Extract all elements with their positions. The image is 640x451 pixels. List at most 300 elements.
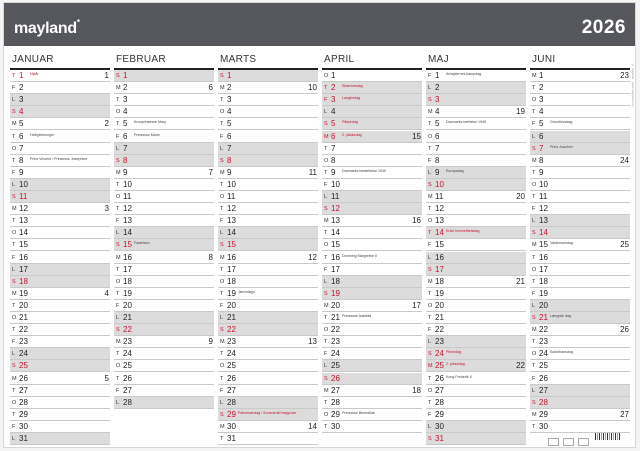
day-row	[426, 239, 526, 251]
week-number: 17	[412, 300, 421, 310]
weekday-letter: T	[116, 97, 120, 104]
day-row	[114, 385, 214, 397]
weekday-letter: F	[324, 266, 328, 273]
day-row	[218, 324, 318, 336]
day-row	[426, 397, 526, 409]
day-number: 15	[123, 240, 132, 250]
day-row	[218, 312, 318, 324]
day-number: 21	[539, 313, 548, 322]
day-number: 22	[123, 325, 132, 335]
side-imprint: © mayland · www.mayland.com	[631, 63, 635, 107]
day-row	[114, 239, 214, 251]
weekday-letter: F	[220, 218, 224, 225]
day-number: 12	[331, 204, 340, 214]
weekday-letter: S	[532, 145, 536, 152]
day-number: 13	[227, 216, 236, 226]
day-number: 27	[227, 385, 236, 395]
day-row	[530, 348, 630, 360]
weekday-letter: S	[220, 242, 224, 249]
day-row	[114, 227, 214, 239]
day-number: 18	[435, 276, 444, 286]
day-row	[530, 118, 630, 130]
holiday-label: Pinsedag	[446, 350, 461, 355]
day-row	[218, 360, 318, 372]
day-number: 20	[435, 300, 444, 310]
weekday-letter: O	[532, 351, 537, 358]
weekday-letter: L	[116, 230, 120, 237]
weekday-letter: L	[428, 85, 432, 92]
day-number: 26	[331, 373, 340, 383]
weekday-letter: M	[324, 387, 329, 394]
weekday-letter: O	[324, 73, 329, 79]
weekday-letter: T	[324, 230, 328, 237]
day-number: 11	[227, 192, 236, 201]
day-number: 9	[123, 167, 128, 177]
day-number: 24	[435, 349, 444, 359]
week-number: 13	[308, 337, 317, 347]
day-number: 16	[19, 252, 28, 262]
day-number: 13	[19, 216, 28, 226]
weekday-letter: M	[220, 254, 225, 261]
weekday-letter: S	[116, 73, 120, 79]
holiday-label: Prinsesse Marie	[134, 132, 160, 137]
day-number: 7	[227, 143, 232, 153]
day-row	[322, 215, 422, 227]
weekday-letter: S	[532, 230, 536, 237]
day-row	[114, 215, 214, 227]
day-row	[322, 143, 422, 155]
weekday-letter: L	[428, 254, 432, 261]
weekday-letter: L	[532, 218, 536, 225]
month-name: JANUAR	[12, 54, 54, 65]
day-row	[10, 118, 110, 130]
weekday-letter: O	[116, 109, 121, 116]
weekday-letter: F	[12, 169, 16, 176]
day-row	[218, 421, 318, 433]
day-number: 30	[435, 421, 444, 431]
day-number: 15	[227, 240, 236, 250]
day-number: 16	[539, 252, 548, 262]
weekday-letter: T	[324, 339, 328, 346]
day-number: 8	[227, 155, 232, 165]
day-row	[426, 385, 526, 397]
day-number: 6	[227, 131, 232, 141]
day-number: 22	[331, 325, 340, 335]
day-number: 1	[539, 71, 544, 80]
day-number: 29	[19, 409, 28, 419]
day-row	[218, 373, 318, 385]
day-row	[426, 179, 526, 191]
footer-marks	[548, 433, 593, 451]
weekday-letter: M	[12, 375, 17, 382]
day-number: 9	[227, 167, 232, 177]
holiday-label: Skærtorsdag	[342, 84, 363, 89]
weekday-letter: F	[428, 157, 432, 164]
day-number: 25	[19, 361, 28, 371]
weekday-letter: S	[428, 181, 432, 188]
day-row	[218, 252, 318, 264]
day-number: 28	[123, 397, 132, 407]
day-number: 23	[331, 337, 340, 347]
day-number: 28	[435, 397, 444, 407]
day-row	[322, 167, 422, 179]
weekday-letter: L	[428, 423, 432, 430]
weekday-letter: O	[532, 97, 537, 104]
day-row	[218, 239, 318, 251]
day-number: 7	[123, 143, 128, 153]
day-row	[114, 397, 214, 409]
day-number: 9	[435, 167, 440, 177]
weekday-letter: T	[12, 411, 16, 418]
day-row	[114, 106, 214, 118]
day-row	[114, 336, 214, 348]
weekday-letter: L	[116, 145, 120, 152]
weekday-letter: M	[532, 157, 537, 164]
day-row	[530, 70, 630, 82]
day-row	[10, 336, 110, 348]
day-row	[426, 276, 526, 288]
weekday-letter: F	[12, 254, 16, 261]
week-number: 3	[104, 204, 109, 214]
weekday-letter: F	[532, 206, 536, 213]
weekday-letter: L	[12, 436, 16, 442]
day-number: 25	[123, 361, 132, 371]
weekday-letter: M	[324, 133, 329, 140]
day-number: 5	[19, 119, 24, 129]
day-row	[322, 348, 422, 360]
week-number: 11	[308, 167, 317, 177]
day-row	[114, 373, 214, 385]
day-number: 17	[331, 264, 340, 274]
day-row	[218, 336, 318, 348]
day-row	[218, 227, 318, 239]
weekday-letter: S	[116, 157, 120, 164]
day-row	[218, 82, 318, 94]
day-row	[530, 155, 630, 167]
day-number: 14	[331, 228, 340, 238]
day-number: 8	[19, 155, 24, 165]
day-row	[530, 191, 630, 203]
weekday-letter: O	[12, 145, 17, 152]
day-row	[530, 203, 630, 215]
weekday-letter: T	[324, 399, 328, 406]
weekday-letter: O	[220, 194, 225, 200]
week-number: 12	[308, 252, 317, 262]
day-number: 4	[123, 107, 128, 117]
day-number: 7	[539, 143, 544, 153]
weekday-letter: T	[12, 327, 16, 334]
day-number: 14	[19, 228, 28, 238]
day-row	[218, 276, 318, 288]
day-number: 15	[19, 240, 28, 250]
day-number: 3	[539, 95, 544, 105]
day-row	[114, 276, 214, 288]
day-row	[426, 215, 526, 227]
weekday-letter: O	[428, 387, 433, 394]
day-number: 25	[435, 361, 444, 371]
day-row	[10, 373, 110, 385]
weekday-letter: S	[428, 351, 432, 358]
day-row	[322, 397, 422, 409]
weekday-letter: O	[220, 278, 225, 285]
day-number: 2	[123, 83, 128, 93]
day-row	[530, 276, 630, 288]
weekday-letter: L	[116, 315, 120, 321]
weekday-letter: T	[116, 375, 120, 382]
day-number: 20	[227, 300, 236, 310]
weekday-letter: O	[12, 230, 17, 237]
weekday-letter: O	[12, 315, 17, 321]
weekday-letter: O	[324, 157, 329, 164]
holiday-label: Kristi himmelfartsdag	[446, 229, 480, 234]
day-row	[114, 143, 214, 155]
weekday-letter: T	[220, 436, 224, 442]
day-number: 9	[539, 167, 544, 177]
day-row	[322, 70, 422, 82]
day-number: 18	[331, 276, 340, 286]
day-row	[530, 179, 630, 191]
day-number: 20	[331, 300, 340, 310]
day-number: 17	[123, 264, 132, 274]
weekday-letter: M	[116, 169, 121, 176]
day-row	[322, 385, 422, 397]
day-row	[218, 264, 318, 276]
day-number: 2	[435, 83, 440, 93]
day-number: 17	[19, 264, 28, 274]
day-number: 6	[123, 131, 128, 141]
day-row	[218, 215, 318, 227]
weekday-letter: T	[12, 218, 16, 225]
recycle-mark-icon	[563, 438, 574, 446]
weekday-letter: S	[324, 206, 328, 213]
week-number: 4	[104, 288, 109, 298]
weekday-letter: F	[116, 387, 120, 394]
day-number: 27	[539, 385, 548, 395]
day-row	[426, 118, 526, 130]
day-row	[322, 276, 422, 288]
day-row	[218, 191, 318, 203]
day-number: 8	[123, 155, 128, 165]
day-row	[10, 239, 110, 251]
day-row	[322, 203, 422, 215]
day-row	[426, 421, 526, 433]
holiday-label: Nytår	[30, 72, 39, 76]
week-number: 22	[516, 361, 525, 371]
weekday-letter: F	[428, 411, 432, 418]
weekday-letter: M	[220, 339, 225, 346]
day-number: 7	[331, 143, 336, 153]
day-row	[218, 288, 318, 300]
day-number: 6	[19, 131, 24, 141]
weekday-letter: S	[428, 97, 432, 104]
week-number: 14	[308, 421, 317, 431]
day-number: 6	[539, 131, 544, 141]
weekday-letter: F	[324, 181, 328, 188]
day-number: 1	[227, 71, 232, 80]
day-number: 2	[539, 83, 544, 93]
day-number: 1	[19, 71, 24, 80]
weekday-letter: O	[220, 109, 225, 116]
day-number: 7	[435, 143, 440, 153]
day-row	[114, 167, 214, 179]
weekday-letter: O	[324, 327, 329, 334]
day-row	[322, 252, 422, 264]
day-row	[426, 300, 526, 312]
day-row	[10, 191, 110, 203]
weekday-letter: F	[324, 97, 328, 104]
day-number: 21	[435, 313, 444, 322]
day-row	[114, 191, 214, 203]
day-row	[218, 70, 318, 82]
day-number: 31	[19, 434, 28, 443]
day-number: 12	[539, 204, 548, 214]
day-row	[322, 373, 422, 385]
day-row	[10, 252, 110, 264]
day-number: 12	[123, 204, 132, 214]
day-row	[218, 167, 318, 179]
day-row	[322, 264, 422, 276]
day-row	[322, 360, 422, 372]
day-number: 4	[331, 107, 336, 117]
weekday-letter: L	[324, 363, 328, 370]
day-row	[426, 360, 526, 372]
day-row	[114, 264, 214, 276]
day-number: 30	[539, 421, 548, 431]
day-row	[114, 70, 214, 82]
day-row	[322, 239, 422, 251]
weekday-letter: F	[116, 218, 120, 225]
weekday-letter: O	[428, 218, 433, 225]
day-number: 4	[227, 107, 232, 117]
weekday-letter: S	[220, 73, 224, 79]
day-number: 17	[435, 264, 444, 274]
day-row	[114, 312, 214, 324]
barcode-icon	[595, 433, 621, 440]
day-row	[426, 288, 526, 300]
eco-mark-icon	[578, 438, 589, 446]
day-number: 22	[227, 325, 236, 335]
day-row	[322, 155, 422, 167]
month-name: APRIL	[324, 54, 355, 65]
day-row	[218, 118, 318, 130]
day-number: 2	[19, 83, 24, 93]
day-row	[426, 203, 526, 215]
day-number: 31	[227, 434, 236, 443]
holiday-label: Grundlovsdag	[550, 120, 573, 125]
day-number: 21	[19, 313, 28, 322]
day-row	[322, 227, 422, 239]
day-number: 17	[227, 264, 236, 274]
day-number: 18	[123, 276, 132, 286]
weekday-letter: S	[12, 363, 16, 370]
weekday-letter: S	[116, 327, 120, 334]
day-number: 20	[19, 300, 28, 310]
day-number: 19	[19, 288, 28, 298]
weekday-letter: L	[532, 387, 536, 394]
day-row	[218, 385, 318, 397]
day-row	[426, 155, 526, 167]
day-number: 14	[123, 228, 132, 238]
holiday-label: Sankthansdag	[550, 350, 573, 355]
day-number: 11	[331, 192, 340, 201]
day-number: 22	[539, 325, 548, 335]
weekday-letter: S	[116, 242, 120, 249]
day-row	[530, 421, 630, 433]
day-number: 29	[227, 409, 236, 419]
weekday-letter: S	[324, 290, 328, 297]
day-number: 9	[331, 167, 336, 177]
weekday-letter: T	[428, 145, 432, 152]
day-row	[426, 167, 526, 179]
day-number: 23	[227, 337, 236, 347]
weekday-letter: F	[324, 351, 328, 358]
weekday-letter: L	[532, 133, 536, 140]
weekday-letter: T	[428, 230, 432, 237]
weekday-letter: F	[428, 242, 432, 249]
day-row	[218, 131, 318, 143]
day-row	[530, 131, 630, 143]
day-row	[114, 252, 214, 264]
day-number: 28	[539, 397, 548, 407]
weekday-letter: L	[324, 278, 328, 285]
day-row	[426, 433, 526, 445]
weekday-letter: F	[428, 73, 432, 79]
day-row	[322, 179, 422, 191]
day-number: 28	[19, 397, 28, 407]
week-number: 6	[208, 83, 213, 93]
day-row	[322, 131, 422, 143]
holiday-label: Prins Joachim	[550, 144, 573, 149]
day-row	[10, 70, 110, 82]
weekday-letter: F	[12, 85, 16, 92]
weekday-letter: T	[116, 181, 120, 188]
day-row	[530, 252, 630, 264]
day-row	[426, 191, 526, 203]
weekday-letter: L	[12, 97, 16, 104]
day-row	[530, 360, 630, 372]
day-number: 26	[19, 373, 28, 383]
weekday-letter: T	[532, 363, 536, 370]
day-row	[530, 385, 630, 397]
day-number: 25	[331, 361, 340, 371]
day-row	[218, 433, 318, 445]
day-row	[426, 252, 526, 264]
day-number: 3	[331, 95, 336, 105]
weekday-letter: F	[220, 387, 224, 394]
day-number: 20	[123, 300, 132, 310]
day-number: 1	[331, 71, 336, 80]
day-row	[530, 300, 630, 312]
weekday-letter: O	[12, 399, 17, 406]
month-name: MARTS	[220, 54, 257, 65]
weekday-letter: O	[428, 302, 433, 309]
weekday-letter: S	[12, 194, 16, 200]
weekday-letter: T	[220, 97, 224, 104]
day-number: 24	[331, 349, 340, 359]
day-row	[426, 348, 526, 360]
weekday-letter: T	[220, 121, 224, 128]
weekday-letter: L	[220, 399, 224, 406]
day-row	[10, 433, 110, 445]
day-row	[10, 82, 110, 94]
week-number: 19	[516, 107, 525, 117]
holiday-label: Danmarks befrielse 1945	[446, 120, 486, 125]
header-bar	[4, 3, 635, 46]
week-number: 23	[620, 71, 629, 80]
weekday-letter: S	[12, 109, 16, 116]
day-number: 27	[331, 385, 340, 395]
day-number: 5	[435, 119, 440, 129]
